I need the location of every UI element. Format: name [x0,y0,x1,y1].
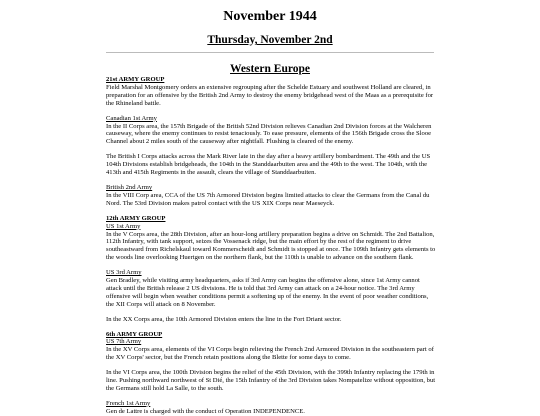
army-group-heading: 12th ARMY GROUP [106,214,166,222]
paragraph-gap [106,324,436,331]
paragraph-gap [106,146,436,153]
date-heading: Thursday, November 2nd [207,34,333,46]
paragraph: Gen Bradley, while visiting army headquarters, asks if 3rd Army can begins the offensive alone, since 1st Army cannot attack until the British release 2 US divisions. He is told that 3rd Army can attack on a 24-hour notice. The 3rd Army offensive will begin when weather conditions permit a softening up of the enemy. In the event of poor weather conditions, the XII Corps will attack on 8 November. [106,277,429,308]
army-subheading: US 3rd Army [106,269,142,277]
army-group-heading: 6th ARMY GROUP [106,330,163,338]
paragraph: Field Marshal Montgomery orders an extensive regrouping after the Schelde Estuary and southwest Holland are cleared, in preparation for an offensive by the British 2nd Army to destroy the enemy bridgehead west of the Maas as a prerequisite for the Rhineland battle. [106,83,434,107]
paragraph: The British I Corps attacks across the Mark River late in the day after a heavy artillery bombardment. The 49th and the US 104th Divisions establish bridgeheads, the 104th in the Standdaarbuiten area and the 49th to the west. The 104th, with the 413th and 415th Regiments in the assault, clears the village of Standdaarbuiten. [106,153,431,177]
army-subheading: Canadian 1st Army [106,114,157,122]
army-subheading: US 1st Army [106,222,141,230]
paragraph: In the II Corps area, the 157th Brigade of the British 52nd Division relieves Canadian 2nd Division forces at the Walcheren causeway, where the enemy continues to resist tenaciously. To ease pressure, elements of the 156th Brigade cross the Slooe Channel about 2 miles south of the causeway after nightfall. Flushing is cleared of the enemy. [106,122,432,146]
paragraph-gap [106,262,436,269]
paragraph: In the XV Corps area, elements of the VI Corps begin relieving the French 2nd Armored Division in the southeastern part of the XV Corps' sector, but the French retain positions along the Blette for some days to come. [106,346,434,362]
article-body [106,76,436,416]
paragraph-gap [106,393,436,400]
army-subheading: US 7th Army [106,338,142,346]
army-subheading: British 2nd Army [106,183,153,191]
section-heading: Western Europe [230,63,310,75]
paragraph: In the XX Corps area, the 10th Armored Division enters the line in the Fort Driant sector. [106,315,342,323]
army-group-heading: 21st ARMY GROUP [106,76,165,83]
paragraph: In the V Corps area, the 28th Division, after an hour-long artillery preparation begins a drive on Schmidt. The 2nd Battalion, 112th Infantry, with tank support, seizes the Vossenack ridge, but the main effort by the rest of the regiment to drive southeastward from Richelskaul toward Kommerscheidt and Schmidt is stopped at once. The 109th Infantry gets elements to the woods line overlooking Huertgen on the northern flank, but the 110th is unable to advance on the southern flank. [106,230,436,262]
paragraph-gap [106,208,436,215]
paragraph: In the VI Corps area, the 100th Division begins the relief of the 45th Division, with the 399th Infantry replacing the 179th in line. Pushing northward northwest of St Dié, the 15th Infantry of the 3rd Division takes Nompatelize without opposition, but the Germans still hold La Salle, to the south. [106,369,436,392]
paragraph-gap [106,108,436,115]
divider [106,52,434,53]
paragraph-gap [106,177,436,184]
army-subheading: French 1st Army [106,399,151,407]
paragraph: Gen de Lattre is charged with the conduct of Operation INDEPENDENCE. [106,407,305,415]
page-title: November 1944 [223,9,317,24]
paragraph-gap [106,309,436,316]
paragraph: In the VIII Corp area, CCA of the US 7th Armored Division begins limited attacks to clear the Germans from the Canal du Nord. The 53rd Division makes patrol contact with the US XIX Corps near Maeseyck. [106,191,430,207]
paragraph-gap [106,362,436,369]
